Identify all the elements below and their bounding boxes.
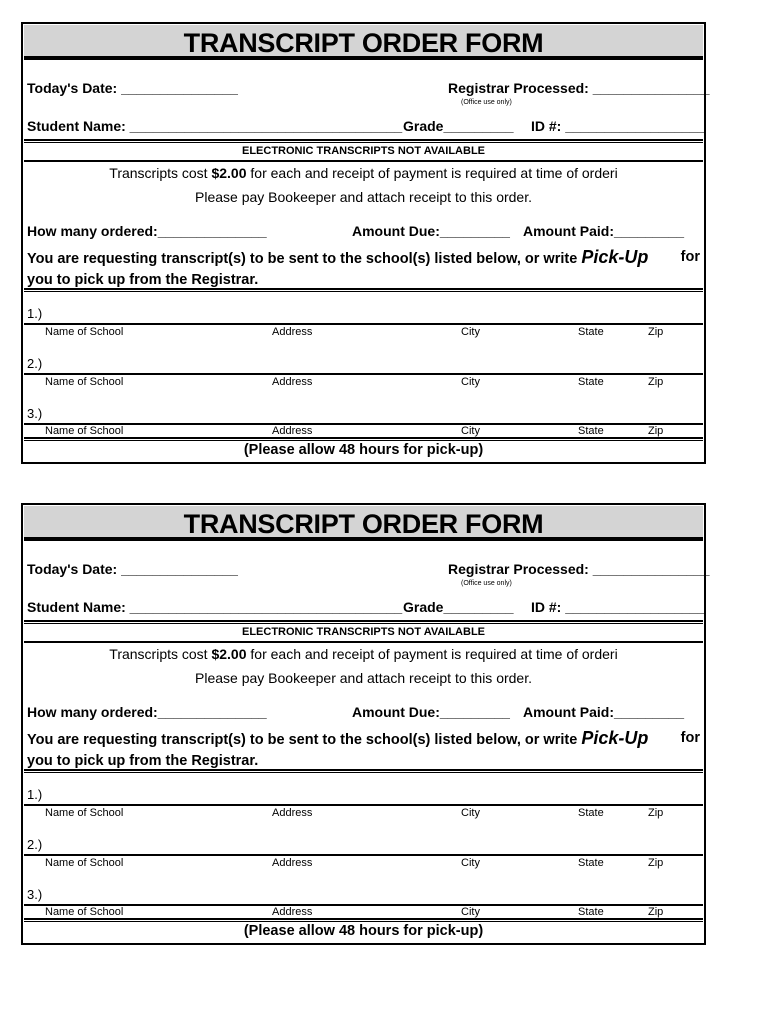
address-label: Address [272,906,313,918]
address-label: Address [272,807,313,819]
state-label: State [578,906,604,918]
request-instructions [27,728,700,772]
divider [24,139,703,141]
school-label: Name of School [45,857,124,869]
address-label: Address [272,326,313,338]
student-name-field[interactable]: Student Name: ___________________________________ [27,599,403,615]
cost-info [23,646,704,662]
amount-paid-field[interactable]: Amount Paid:_________ [523,704,685,720]
address-label: Address [272,857,313,869]
divider [24,288,703,290]
registrar-processed-field[interactable]: Registrar Processed: _______________ [448,80,710,96]
electronic-notice: ELECTRONIC TRANSCRIPTS NOT AVAILABLE [241,626,485,638]
divider [24,623,703,624]
transcript-order-form-1 [21,22,710,464]
todays-date-field[interactable]: Today's Date: _______________ [27,80,238,96]
request-line-2: you to pick up from the Registrar. [27,272,259,288]
entry-number: 1.) [27,306,43,321]
amount-paid-field[interactable]: Amount Paid:_________ [523,223,685,239]
request-instructions [27,247,700,291]
city-label: City [461,807,480,819]
pay-note: Please pay Bookeeper and attach receipt to this order. [195,670,532,686]
request-text: You are requesting transcript(s) to be sent to the school(s) listed below, or write [27,732,578,748]
school-line[interactable] [24,804,703,806]
state-label: State [578,807,604,819]
transcript-order-form-2 [21,503,710,945]
school-label: Name of School [45,326,124,338]
cost-info [23,165,704,181]
pickup-word: Pick-Up [581,247,649,267]
city-label: City [461,425,480,437]
divider [24,160,703,162]
pickup-notice: (Please allow 48 hours for pick-up) [243,923,484,939]
school-label: Name of School [45,376,124,388]
school-label: Name of School [45,906,124,918]
how-many-field[interactable]: How many ordered:______________ [27,704,267,720]
address-label: Address [272,425,313,437]
todays-date-field[interactable]: Today's Date: _______________ [27,561,238,577]
divider [24,641,703,643]
zip-label: Zip [648,326,664,338]
zip-label: Zip [648,857,664,869]
state-label: State [578,425,604,437]
divider [24,58,703,60]
amount-due-field[interactable]: Amount Due:_________ [352,704,510,720]
grade-field[interactable]: Grade_________ [403,599,514,615]
divider [24,620,703,622]
for-word: for [680,730,700,746]
entry-number: 3.) [27,406,43,421]
school-label: Name of School [45,425,124,437]
state-label: State [578,326,604,338]
divider [24,440,703,441]
zip-label: Zip [648,906,664,918]
school-label: Name of School [45,807,124,819]
divider [24,921,703,922]
entry-number: 1.) [27,787,43,802]
id-field[interactable]: ID #: __________________ [531,599,706,615]
school-line[interactable] [24,373,703,375]
cost-suffix: for each and receipt of payment is required at time of orderi [246,165,618,181]
cost-suffix: for each and receipt of payment is required at time of orderi [246,646,618,662]
city-label: City [461,376,480,388]
zip-label: Zip [648,807,664,819]
form-title: TRANSCRIPT ORDER FORM [183,509,544,539]
divider [24,437,703,439]
title-bar [24,506,703,539]
zip-label: Zip [648,376,664,388]
divider [24,291,703,292]
office-use-note: (Office use only) [461,580,512,587]
cost-prefix: Transcripts cost [109,646,212,662]
pickup-word: Pick-Up [581,728,649,748]
how-many-field[interactable]: How many ordered:______________ [27,223,267,239]
office-use-note: (Office use only) [461,99,512,106]
address-label: Address [272,376,313,388]
school-line[interactable] [24,323,703,325]
state-label: State [578,376,604,388]
state-label: State [578,857,604,869]
school-line[interactable] [24,854,703,856]
request-text: You are requesting transcript(s) to be sent to the school(s) listed below, or write [27,251,578,267]
entry-number: 2.) [27,356,43,371]
pickup-notice: (Please allow 48 hours for pick-up) [243,442,484,458]
divider [24,918,703,920]
divider [24,772,703,773]
divider [24,769,703,771]
pay-note: Please pay Bookeeper and attach receipt to this order. [195,189,532,205]
cost-prefix: Transcripts cost [109,165,212,181]
student-name-field[interactable]: Student Name: ___________________________________ [27,118,403,134]
request-line-2: you to pick up from the Registrar. [27,753,259,769]
divider [24,142,703,143]
for-word: for [680,249,700,265]
title-bar [24,25,703,58]
city-label: City [461,906,480,918]
grade-field[interactable]: Grade_________ [403,118,514,134]
cost-amount: $2.00 [211,646,247,662]
form-title: TRANSCRIPT ORDER FORM [183,28,544,58]
cost-amount: $2.00 [211,165,247,181]
divider [24,539,703,541]
electronic-notice: ELECTRONIC TRANSCRIPTS NOT AVAILABLE [241,145,485,157]
zip-label: Zip [648,425,664,437]
entry-number: 2.) [27,837,43,852]
city-label: City [461,326,480,338]
city-label: City [461,857,480,869]
id-field[interactable]: ID #: __________________ [531,118,706,134]
amount-due-field[interactable]: Amount Due:_________ [352,223,510,239]
registrar-processed-field[interactable]: Registrar Processed: _______________ [448,561,710,577]
entry-number: 3.) [27,887,43,902]
